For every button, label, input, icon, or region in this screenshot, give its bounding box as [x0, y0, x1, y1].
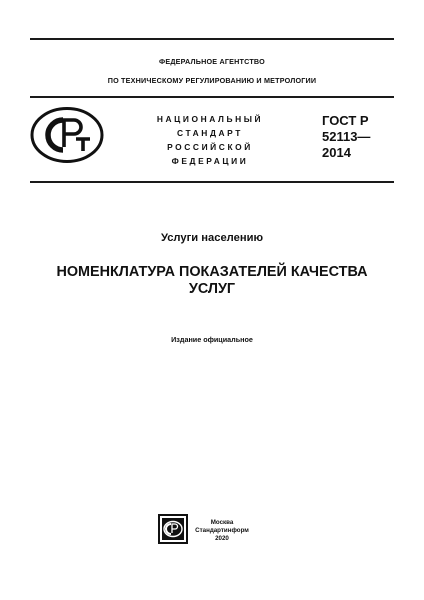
edition-note: Издание официальное — [171, 335, 253, 344]
gost-line-3: 2014 — [322, 145, 351, 160]
national-line-2: СТАНДАРТ — [177, 128, 243, 138]
standard-rule — [30, 181, 394, 183]
title-line-1: НОМЕНКЛАТУРА ПОКАЗАТЕЛЕЙ КАЧЕСТВА — [56, 264, 368, 280]
agency-line-2: ПО ТЕХНИЧЕСКОМУ РЕГУЛИРОВАНИЮ И МЕТРОЛОГИИ — [107, 76, 317, 85]
top-rule — [30, 38, 394, 40]
agency-line-1: ФЕДЕРАЛЬНОЕ АГЕНТСТВО — [159, 57, 265, 66]
document-subtitle: Услуги населению — [160, 232, 264, 244]
publisher-logo-icon — [158, 514, 188, 544]
document-title — [30, 264, 394, 298]
rst-logo-icon — [30, 107, 104, 163]
gost-line-2: 52113— — [322, 129, 371, 144]
publisher-city: Москва — [210, 519, 234, 526]
publisher-block — [190, 519, 254, 543]
publisher-year: 2020 — [215, 535, 229, 542]
title-line-2: УСЛУГ — [188, 281, 236, 297]
national-line-3: РОССИЙСКОЙ — [167, 142, 253, 152]
publisher-name: Стандартинформ — [195, 527, 249, 534]
header-rule — [30, 96, 394, 98]
national-line-1: НАЦИОНАЛЬНЫЙ — [156, 114, 264, 124]
gost-line-1: ГОСТ Р — [322, 113, 369, 128]
national-line-4: ФЕДЕРАЦИИ — [171, 156, 249, 166]
national-standard-block — [140, 112, 280, 168]
gost-designation — [322, 113, 370, 161]
